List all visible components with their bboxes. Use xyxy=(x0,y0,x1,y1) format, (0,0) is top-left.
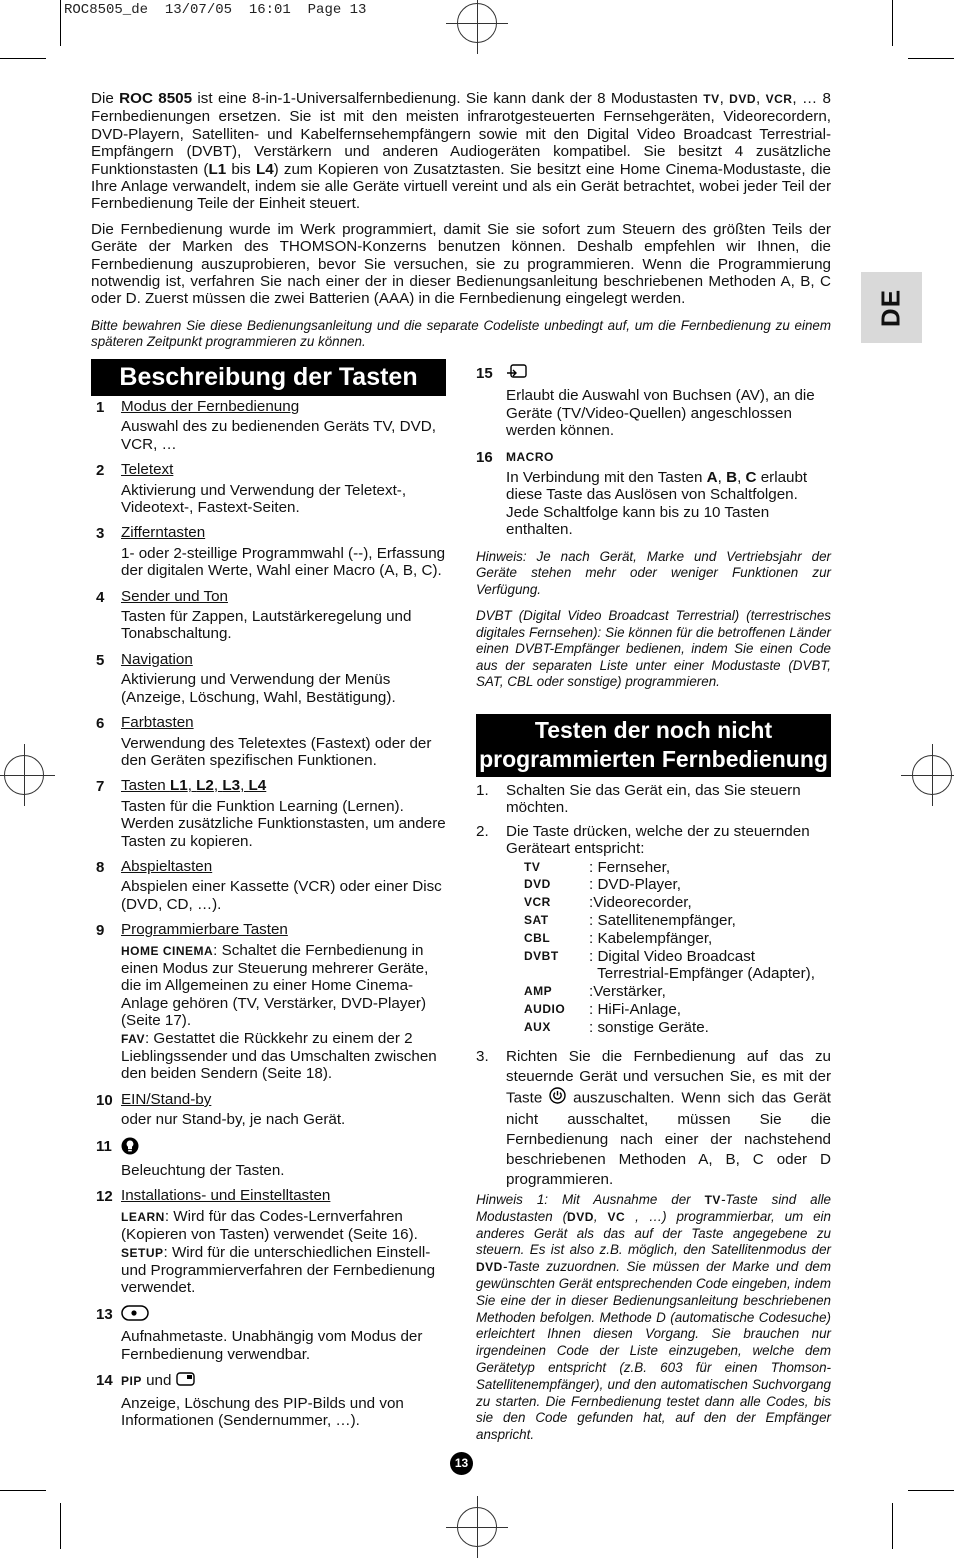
item-number: 1 xyxy=(96,399,105,416)
step-text: Richten Sie die Fernbedienung auf das zu steuernde Gerät und versuchen Sie, es mit der Taste xyxy=(506,1047,831,1107)
step-number: 3. xyxy=(476,1047,489,1065)
section-title-key-description: Beschreibung der Tasten xyxy=(91,359,446,396)
item-description: Beleuchtung der Tasten. xyxy=(121,1162,285,1180)
text: , xyxy=(737,469,746,487)
item-number: 7 xyxy=(96,778,105,796)
mode-key: DVD xyxy=(524,877,551,892)
item-description: Tasten für die Funktion Learning (Lernen). Werden zusätzliche Funktionstasten, um andere Tasten zu kopieren. xyxy=(121,797,446,850)
key-l4: L4 xyxy=(255,160,274,178)
item-heading: Teletext xyxy=(121,461,174,479)
step-item xyxy=(476,782,831,817)
crop-mark xyxy=(0,58,46,59)
key-home-cinema: HOME CINEMA xyxy=(121,943,214,958)
hint-functions: Hinweis: Je nach Gerät, Marke und Vertriebsjahr der Geräte stehen mehr oder weniger Funktionen zur Verfügung. xyxy=(476,548,831,597)
key-pip: PIP xyxy=(121,1374,142,1389)
mode-value: : sonstige Geräte. xyxy=(589,1018,709,1036)
item-number: 14 xyxy=(96,1372,113,1390)
item-heading: Sender und Ton xyxy=(121,587,228,605)
item-description: Tasten für Zappen, Lautstärkeregelung und Tonabschaltung. xyxy=(121,608,412,643)
record-icon xyxy=(121,1305,149,1325)
key-l4: L4 xyxy=(248,777,267,795)
item-heading: Installations- und Einstelltasten xyxy=(121,1187,331,1205)
registration-mark xyxy=(4,755,44,795)
item-description: Anzeige, Löschung des PIP-Bilds und von Informationen (Sendernummer, …). xyxy=(121,1394,404,1429)
item-number: 3 xyxy=(96,525,105,543)
registration-mark xyxy=(457,1507,497,1547)
mode-value: : DVD-Player, xyxy=(589,876,681,894)
hint-dvbt: DVBT (Digital Video Broadcast Terrestrial) (terrestrisches digitales Fernsehen): Sie können für die betroffenen Länder einen DVBT-Empfänger bedienen, indem Sie einen Code aus der separaten Liste unter einer Modustaste (DVBT, SAT, CBL oder sonstige) programmieren. xyxy=(476,608,831,690)
mode-value: : Fernseher, xyxy=(589,858,671,876)
text: In Verbindung mit den Tasten xyxy=(506,469,707,487)
item-number: 13 xyxy=(96,1305,113,1323)
text: : Gestattet die Rückkehr zu einem der 2 Lieblingssender und das Umschalten zwischen den beiden Sendern (Seite 18). xyxy=(121,1029,437,1083)
item-heading xyxy=(121,1137,446,1159)
item-heading xyxy=(121,1371,446,1391)
item-description xyxy=(121,1208,446,1244)
text: : Wird für das Codes-Lernverfahren (Kopieren von Tasten) verwendet (Seite 16). xyxy=(121,1207,418,1244)
text: -Taste zuzuordnen. Sie müssen der Marke und dem gewünschten Gerät entsprechenden Code eingeben, indem Sie eine der in dieser Bedienungsanleitung beschriebenen Methoden befolgen. Methode D (automatische Codesuche) erleichtert Ihnen diesen Vorgang. Sie brauchen nur irgendeinen Code der Liste einzugeben, welche dem Gerätetyp entspricht (z.B. 603 für einen Thomson-Satellitenempfänger), und den automatischen Suchvorgang zu starten. Die Fernbedienung testet dann alle Codes, bis sie den Code gefunden hat, auf den der Empfänger anspricht. xyxy=(476,1259,831,1443)
crop-mark xyxy=(60,1503,61,1549)
text: bis xyxy=(226,160,256,178)
step-item xyxy=(476,823,831,1037)
mode-key: VCR xyxy=(524,895,551,910)
key-description-list xyxy=(91,398,446,1437)
mode-value: : Digital Video Broadcast xyxy=(589,947,756,965)
text: , … 8 Fernbedienungen ersetzen. Sie ist mit den meisten infrarotgesteuerten Fernsehgeräten, Videorecordern, DVD-Playern, Satelliten- und Kabelfernsehempfängern sowie mit den Digital Video Broadcast Terrestrial-Empfängern (DVBT), Verstärkern und anderen Audiogeräten kompatibel. Sie besitzt 4 zusätzliche Funktionstasten ( xyxy=(91,90,831,178)
step-item xyxy=(476,1047,831,1190)
item-number: 2 xyxy=(96,462,105,480)
key-b: B xyxy=(726,469,738,487)
step-text: auszuschalten. Wenn sich das Gerät nicht ausschaltet, müssen Sie die Fernbedienung nach einer der nachstehend beschriebenen Methoden A, B, C oder D programmieren. xyxy=(506,1089,831,1188)
key-a: A xyxy=(706,469,718,487)
mode-key: AUDIO xyxy=(524,1002,566,1016)
item-description: oder nur Stand-by, je nach Gerät. xyxy=(121,1111,346,1129)
item-number: 16 xyxy=(476,448,493,466)
item-heading xyxy=(506,364,831,384)
item-description xyxy=(121,1030,446,1083)
list-item xyxy=(91,714,446,769)
item-number: 4 xyxy=(96,588,105,606)
item-heading xyxy=(121,777,446,794)
text: , xyxy=(240,777,249,795)
item-number: 5 xyxy=(96,651,105,669)
text: und xyxy=(141,1372,176,1390)
bulb-icon xyxy=(121,1137,139,1159)
mode-value: Terrestrial-Empfänger (Adapter), xyxy=(589,965,815,983)
item-description: Aktivierung und Verwendung der Teletext-, Videotext-, Fastext-Seiten. xyxy=(121,481,407,517)
key-macro: MACRO xyxy=(506,449,554,464)
mode-value: : Kabelempfänger, xyxy=(589,929,713,947)
text: Hinweis 1: Mit Ausnahme der xyxy=(476,1192,705,1207)
item-heading: Farbtasten xyxy=(121,714,194,732)
key-fav: FAV xyxy=(121,1031,145,1046)
text: , …) programmierbar, um ein anderes Gerät als das auf der Taste angegebene zu steuern. Es ist also z.B. möglich, den Satellitenmodus der xyxy=(476,1208,831,1258)
list-item xyxy=(91,1371,446,1429)
section-title-testing xyxy=(476,714,831,777)
item-number: 10 xyxy=(96,1091,113,1109)
key-learn: LEARN xyxy=(121,1209,165,1224)
list-item xyxy=(91,921,446,1083)
mode-key: SAT xyxy=(524,913,549,928)
hint-1: Hinweis 1: Mit Ausnahme der TV-Taste sind alle Modustasten (DVD, VC , …) programmierbar, um ein anderes Gerät als das auf der Taste angegebene zu steuern. Es ist also z.B. möglich, den Satellitenmodus der DVD-Taste zuzuordnen. Sie müssen der Marke und dem gewünschten Gerät entsprechenden Code eingeben, indem Sie eine der in dieser Bedienungsanleitung beschriebenen Methoden befolgen. Methode D (automatische Codesuche) erleichtert Ihnen diesen Vorgang. Sie brauchen nur irgendeinen Code der Liste einzugeben, welche dem Gerätetyp entspricht (z.B. 603 für einen Thomson-Satellitenempfänger), und den automatischen Suchvorgang zu starten. Die Fernbedienung testet dann alle Codes, bis sie den Code gefunden hat, auf den der Empfänger anspricht. xyxy=(476,1192,831,1443)
item-description xyxy=(506,469,831,539)
list-item xyxy=(476,364,831,440)
list-item xyxy=(476,448,831,539)
list-item xyxy=(91,1187,446,1296)
title-line: programmierten Fernbedienung xyxy=(479,746,828,772)
item-heading: Abspieltasten xyxy=(121,857,213,875)
text: -Taste sind alle Modustasten ( xyxy=(476,1192,831,1224)
list-item xyxy=(91,651,446,706)
text: , xyxy=(187,777,197,795)
item-number: 9 xyxy=(96,922,105,940)
key-tv: TV xyxy=(703,92,720,106)
item-number: 15 xyxy=(476,365,493,382)
mode-value: :Videorecorder, xyxy=(589,894,692,912)
list-item xyxy=(91,524,446,579)
item-number: 11 xyxy=(96,1137,112,1155)
mode-key: CBL xyxy=(524,930,551,945)
step-number: 1. xyxy=(476,782,489,799)
list-item xyxy=(91,1305,446,1363)
page-number: 13 xyxy=(450,1452,473,1475)
list-item xyxy=(91,461,446,516)
key-setup: SETUP xyxy=(121,1245,164,1260)
list-item xyxy=(91,588,446,643)
item-description: Verwendung des Teletextes (Fastext) oder der den Geräten spezifischen Funktionen. xyxy=(121,734,432,769)
testing-steps xyxy=(476,782,831,1196)
item-description: 1- oder 2-steillige Programmwahl (--), Erfassung der digitalen Werte, Wahl einer Macro (A, B, C). xyxy=(121,544,446,580)
key-l1: L1 xyxy=(208,160,227,178)
list-item xyxy=(91,1091,446,1129)
text: Tasten xyxy=(121,777,170,795)
text: ist eine 8-in-1-Universalfernbedienung. Sie kann dank der 8 Modustasten xyxy=(192,90,704,107)
item-heading: EIN/Stand-by xyxy=(121,1090,212,1108)
power-icon xyxy=(549,1087,566,1110)
key-l3: L3 xyxy=(222,777,241,795)
mode-key: TV xyxy=(524,859,541,874)
item-description: Auswahl des zu bedienenden Geräts TV, DVD, VCR, … xyxy=(121,418,436,453)
key-vc: VC xyxy=(607,1209,626,1224)
text: , xyxy=(213,777,223,795)
language-tab-label: DE xyxy=(875,288,906,328)
item-heading: Modus der Fernbedienung xyxy=(121,398,300,415)
item-heading: Navigation xyxy=(121,650,193,668)
list-item xyxy=(91,777,446,850)
item-description: Aktivierung und Verwendung der Menüs (Anzeige, Löschung, Wahl, Bestätigung). xyxy=(121,671,396,706)
mode-key: AMP xyxy=(524,984,553,999)
title-line: Testen der noch nicht xyxy=(534,717,773,743)
mode-value: : Satellitenempfänger, xyxy=(589,912,736,930)
item-heading: Programmierbare Tasten xyxy=(121,921,288,939)
key-description-list-continued xyxy=(476,364,831,701)
key-l2: L2 xyxy=(196,777,214,795)
intro-note: Bitte bewahren Sie diese Bedienungsanleitung und die separate Codeliste unbedingt auf, um die Fernbedienung zu einem späteren Zeitpunkt programmieren zu können. xyxy=(91,317,831,349)
item-description xyxy=(121,1244,446,1297)
text: , xyxy=(756,90,766,107)
item-number: 6 xyxy=(96,715,105,733)
item-number: 12 xyxy=(96,1188,113,1206)
crop-mark xyxy=(908,58,954,59)
text: Die xyxy=(91,90,120,107)
crop-mark xyxy=(892,0,893,46)
key-l1: L1 xyxy=(169,777,188,795)
key-dvd: DVD xyxy=(476,1260,503,1275)
step-number: 2. xyxy=(476,822,489,840)
item-description: Abspielen einer Kassette (VCR) oder einer Disc (DVD, CD, …). xyxy=(121,878,442,913)
item-description: Erlaubt die Auswahl von Buchsen (AV), an die Geräte (TV/Video-Quellen) angeschlossen werden können. xyxy=(506,387,815,440)
item-description: Aufnahmetaste. Unabhängig vom Modus der Fernbedienung verwendbar. xyxy=(121,1328,423,1363)
mode-key: AUX xyxy=(524,1019,551,1034)
key-c: C xyxy=(745,469,757,487)
item-description xyxy=(121,942,446,1030)
registration-mark xyxy=(912,755,952,795)
list-item xyxy=(91,398,446,453)
text: erlaubt diese Taste das Auslösen von Schaltfolgen. Jede Schaltfolge kann bis zu 10 Tasten enthalten. xyxy=(506,469,808,539)
item-number: 8 xyxy=(96,858,105,876)
mode-key: DVBT xyxy=(524,948,559,963)
list-item xyxy=(91,1137,446,1180)
key-tv: TV xyxy=(704,1193,721,1207)
key-vcr: VCR xyxy=(765,92,793,106)
model-name: ROC 8505 xyxy=(119,90,193,107)
item-heading xyxy=(121,1305,446,1325)
step-text: Die Taste drücken, welche der zu steuernden Geräteart entspricht: xyxy=(506,822,810,858)
text: : Schaltet die Fernbedienung in einen Modus zur Steuerung mehrerer Geräte, die im Allgemeinen zu einer Home Cinema-Anlage gehören (TV, Verstärker, DVD-Player) (Seite 17). xyxy=(121,941,429,1030)
mode-value: : HiFi-Anlage, xyxy=(589,1001,682,1018)
list-item xyxy=(91,858,446,913)
step-text: Schalten Sie das Gerät ein, das Sie steuern möchten. xyxy=(506,782,801,817)
text: , xyxy=(719,90,730,107)
key-dvd: DVD xyxy=(567,1209,594,1224)
item-heading: Zifferntasten xyxy=(121,524,206,542)
language-tab xyxy=(861,272,922,343)
item-heading xyxy=(506,448,831,466)
text: : Wird für die unterschiedlichen Einstell- und Programmierverfahren der Fernbedienung verwendet. xyxy=(121,1243,436,1297)
av-input-icon xyxy=(506,364,528,384)
intro-text xyxy=(91,90,831,358)
intro-paragraph-2: Die Fernbedienung wurde im Werk programmiert, damit Sie sie sofort zum Steuern des größten Teils der Geräte der Marken des THOMSON-Konzerns benutzen können. Deshalb empfehlen wir Ihnen, die Fernbedienung auszuprobieren, bevor Sie versuchen, sie zu programmieren. Wenn die Programmierung notwendig ist, verfahren Sie nach einer der in dieser Bedienungsanleitung beschriebenen Methoden A, B, C oder D. Zuerst müssen die zwei Batterien (AAA) in die Fernbedienung eingelegt werden. xyxy=(91,220,831,308)
print-slug: ROC8505_de 13/07/05 16:01 Page 13 xyxy=(64,2,367,18)
intro-paragraph-1 xyxy=(91,90,831,213)
text: , xyxy=(717,469,727,487)
mode-list xyxy=(524,859,831,1037)
mode-value: :Verstärker, xyxy=(589,983,666,1001)
mode-key xyxy=(524,965,589,983)
text: ) zum Kopieren von Zusatztasten. Sie besitzt eine Home Cinema-Modustaste, die Ihre Anlage verwandelt, indem sie alle Geräte virtuell vereint und als ein Gerät betrachtet, wobei jeder Teil der Fernbedienung Teile der Einheit steuert. xyxy=(91,160,831,213)
key-dvd: DVD xyxy=(729,92,756,106)
crop-mark xyxy=(892,1503,893,1549)
crop-mark xyxy=(908,1490,954,1491)
registration-mark xyxy=(457,3,497,43)
pip-info-icon xyxy=(176,1371,196,1391)
crop-mark xyxy=(60,0,61,46)
crop-mark xyxy=(0,1490,46,1491)
